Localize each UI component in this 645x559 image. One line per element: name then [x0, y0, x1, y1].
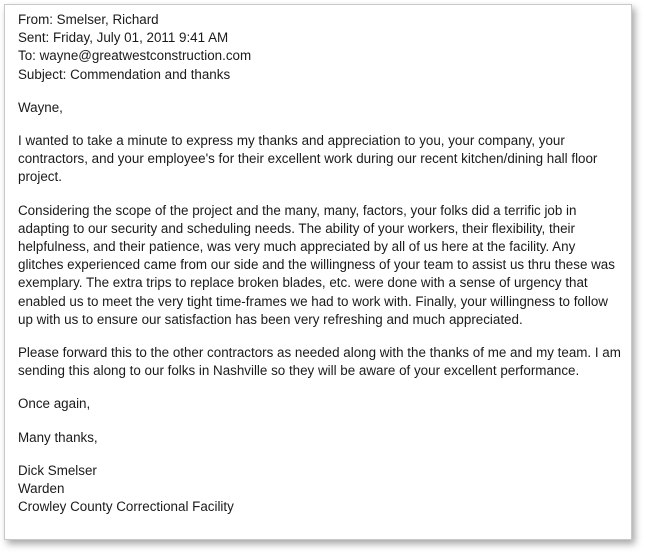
- body-paragraph: I wanted to take a minute to express my thanks and appreciation to you, your company, your contractors, and your employee's for their excellent work during our recent kitchen/dining hall floor project.: [18, 133, 598, 185]
- to-line: To: wayne@greatwestconstruction.com: [18, 48, 252, 64]
- subject-line: Subject: Commendation and thanks: [18, 66, 231, 82]
- closing-line: Once again,: [18, 396, 91, 412]
- greeting: Wayne,: [18, 99, 63, 115]
- from-line: From: Smelser, Richard: [18, 12, 159, 27]
- signature-name: Dick Smelser: [18, 462, 97, 478]
- email-headers: [18, 11, 621, 84]
- sent-line: Sent: Friday, July 01, 2011 9:41 AM: [18, 30, 229, 46]
- body-paragraph: Please forward this to the other contractors as needed along with the thanks of me and my team. I am sending this along to our folks in Nashville so they will be aware of your excellent performance.: [18, 345, 621, 379]
- signature: [18, 462, 621, 517]
- email-body: [18, 99, 621, 517]
- closing-line: Many thanks,: [18, 429, 98, 445]
- email-message: [4, 4, 632, 540]
- signature-title: Warden: [18, 481, 65, 497]
- body-paragraph: Considering the scope of the project and the many, many, factors, your folks did a terrific job in adapting to our security and scheduling needs. The ability of your workers, their flexibility, their helpfulness, and their patience, was very much appreciated by all of us here at the facility. Any glitches experienced came from our side and the willingness of your team to assist us thru these was exemplary. The extra trips to replace broken blades, etc. were done with a sense of urgency that enabled us to meet the very tight time-frames we had to work with. Finally, your willingness to follow up with us to ensure our satisfaction has been very refreshing and much appreciated.: [18, 202, 615, 327]
- signature-organization: Crowley County Correctional Facility: [18, 499, 234, 515]
